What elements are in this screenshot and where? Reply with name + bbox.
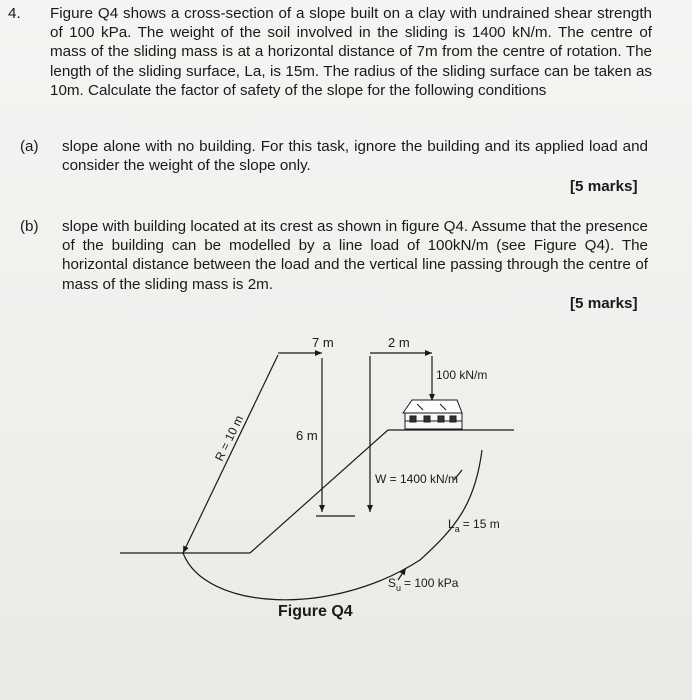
building-icon — [403, 400, 462, 429]
radius-label: R = 10 m — [212, 413, 247, 464]
weight-label: W = 1400 kN/m — [375, 472, 459, 486]
la-subscript: a — [454, 524, 460, 534]
part-a-label: (a) — [20, 138, 39, 155]
su-subscript: u — [396, 583, 402, 593]
part-b-text: slope with building located at its crest as shown in figure Q4. Assume that the presence of the building can be modelled by a line load of 100kN/m (see Figure Q4). The horizontal distance between the load and the vertical line passing through the centre of mass of the sliding mass is 2m. — [62, 218, 648, 293]
figure-caption: Figure Q4 — [278, 603, 353, 620]
su-letter: S — [388, 576, 397, 590]
la-value: = 15 m — [462, 517, 500, 531]
two-m-label: 2 m — [388, 335, 410, 350]
part-a-marks: [5 marks] — [570, 178, 638, 195]
la-letter: L — [448, 517, 455, 531]
six-m-label: 6 m — [296, 428, 318, 443]
la-label — [448, 517, 500, 534]
question-intro: Figure Q4 shows a cross-section of a slope built on a clay with undrained shear strength of 100 kPa. The weight of the soil involved in the sliding is 1400 kN/m. The centre of mass of the sliding mass is at a horizontal distance of 7m from the centre of rotation. The length of the sliding surface, La, is 15m. The radius of the sliding surface can be taken as 10m. Calculate the factor of safety of the slope for the following conditions — [50, 5, 652, 99]
part-a-text: slope alone with no building. For this task, ignore the building and its applied load and consider the weight of the slope only. — [62, 138, 648, 175]
part-b-marks: [5 marks] — [570, 295, 638, 312]
question-number: 4. — [8, 5, 21, 22]
radius-line — [183, 355, 278, 553]
slope-face — [250, 430, 388, 553]
su-value: = 100 kPa — [404, 576, 459, 590]
load-label: 100 kN/m — [436, 368, 488, 382]
part-b-label: (b) — [20, 218, 39, 235]
seven-m-label: 7 m — [312, 335, 334, 350]
